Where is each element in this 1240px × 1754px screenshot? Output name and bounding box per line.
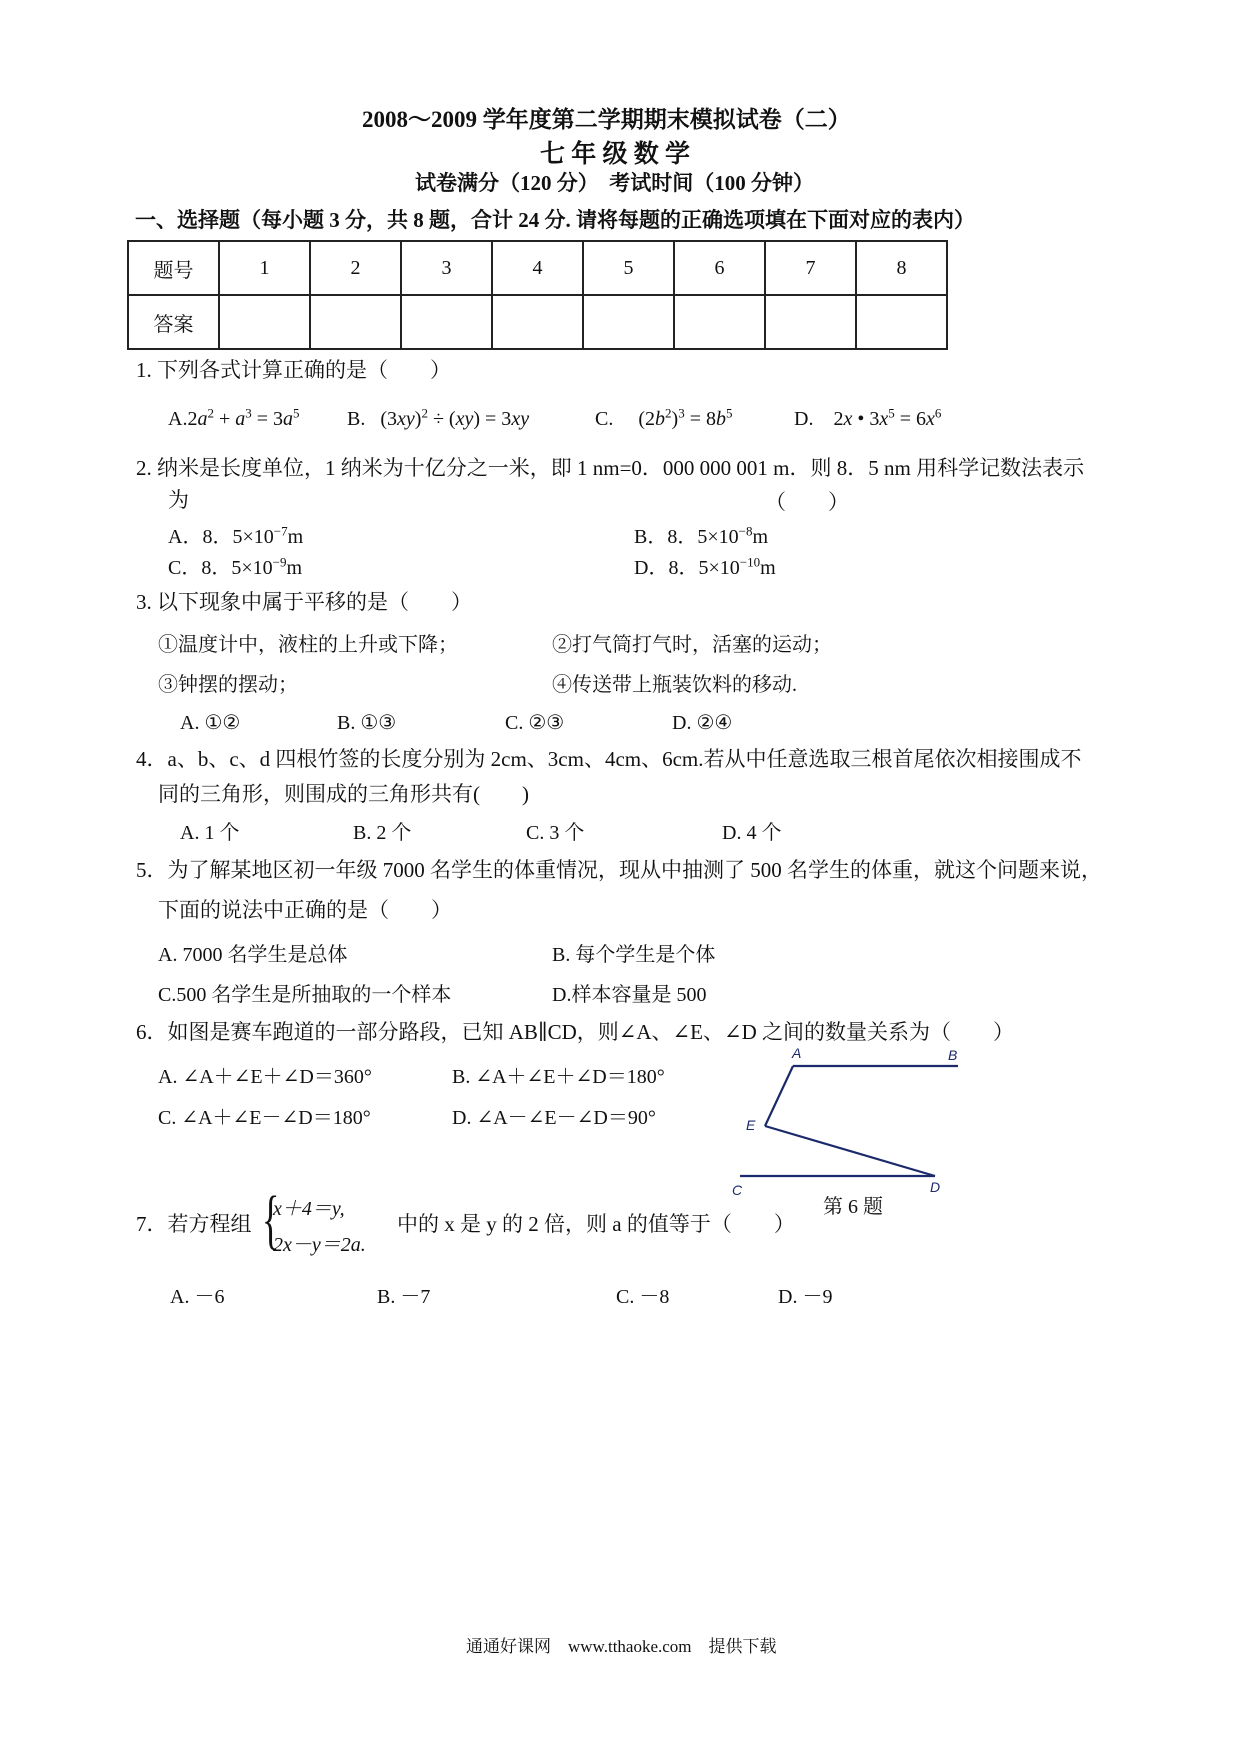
q7-option-a: A. －6 — [170, 1286, 225, 1308]
answer-cell[interactable] — [674, 295, 765, 349]
answer-cell[interactable] — [765, 295, 856, 349]
q4-stem-line2: 同的三角形，则围成的三角形共有( ) — [158, 782, 529, 806]
table-cell-number: 8 — [856, 241, 947, 295]
q7-system-brace: { — [262, 1183, 280, 1256]
q4-option-c: C. 3 个 — [526, 822, 585, 844]
q2-answer-paren: （ ） — [765, 490, 849, 514]
q2-option-d-unit: m — [760, 557, 776, 579]
table-row-label: 题号 — [128, 241, 219, 295]
q1-option-b-formula: $(3xy)^2 \div (xy) = 3xy$ — [370, 405, 530, 430]
q7-stem-suffix: 中的 x 是 y 的 2 倍，则 a 的值等于（ ） — [397, 1212, 795, 1236]
q3-stem: 3. 以下现象中属于平移的是（ ） — [136, 590, 472, 614]
q1-stem: 1. 下列各式计算正确的是（ ） — [136, 358, 451, 382]
q6-option-c: C. ∠A＋∠E－∠D＝180° — [158, 1107, 371, 1129]
q3-option-c: C. ②③ — [505, 712, 565, 734]
q4-option-b: B. 2 个 — [353, 822, 412, 844]
answer-table — [127, 240, 948, 350]
q3-item-4: ④传送带上瓶装饮料的移动. — [552, 674, 797, 696]
table-cell-number: 6 — [674, 241, 765, 295]
q4-stem-line1: 4．a、b、c、d 四根竹签的长度分别为 2cm、3cm、4cm、6cm.若从中任意选取三根首尾依次相接围成不 — [136, 747, 1082, 771]
q3-option-b: B. ①③ — [337, 712, 397, 734]
q7-option-d: D. －9 — [778, 1286, 833, 1308]
q5-stem-line1: 5．为了解某地区初一年级 7000 名学生的体重情况，现从中抽测了 500 名学生的体重，就这个问题来说， — [136, 858, 1102, 882]
table-row — [128, 241, 947, 295]
q2-option-b-base: B．8．5×10 — [634, 526, 739, 548]
q1-option-d-formula: 2x • $3x^5 = 6x^6$ — [818, 405, 942, 430]
q2-option-a-base: A．8．5×10 — [168, 526, 274, 548]
q3-item-3: ③钟摆的摆动； — [158, 674, 298, 696]
q2-stem-line2: 为 — [168, 488, 189, 512]
label-b: B — [948, 1047, 958, 1063]
q1-option-a — [168, 405, 300, 431]
q7-equation-2: 2x－y＝2a. — [273, 1234, 366, 1256]
exam-info: 试卷满分（120 分） 考试时间（100 分钟） — [415, 171, 814, 195]
section-heading: 一、选择题（每小题 3 分，共 8 题，合计 24 分. 请将每题的正确选项填在下面对应的表内） — [135, 208, 975, 232]
q3-item-1: ①温度计中，液柱的上升或下降； — [158, 634, 458, 656]
q5-option-d: D.样本容量是 500 — [552, 984, 707, 1006]
q5-stem-line2: 下面的说法中正确的是（ ） — [158, 898, 452, 922]
answer-cell[interactable] — [219, 295, 310, 349]
q2-option-a — [168, 520, 303, 549]
q1-option-b — [347, 405, 530, 431]
q5-option-b: B. 每个学生是个体 — [552, 944, 716, 966]
label-e: E — [746, 1117, 756, 1133]
q2-option-c — [168, 551, 302, 580]
q7-stem-prefix: 7．若方程组 — [136, 1212, 252, 1236]
table-cell-number: 4 — [492, 241, 583, 295]
label-a: A — [792, 1045, 802, 1061]
table-cell-number: 1 — [219, 241, 310, 295]
segment-ed — [765, 1126, 935, 1176]
q6-stem: 6．如图是赛车跑道的一部分路段，已知 AB∥CD，则∠A、∠E、∠D 之间的数量关系为（ ） — [136, 1020, 1014, 1044]
q2-option-c-unit: m — [286, 557, 303, 579]
q1-option-c-label: C. — [595, 408, 614, 430]
segment-ae — [765, 1066, 793, 1126]
q2-option-d-base: D．8．5×10 — [634, 557, 740, 579]
table-row-label: 答案 — [128, 295, 219, 349]
q7-option-c: C. －8 — [616, 1286, 670, 1308]
q2-option-d — [634, 551, 776, 580]
q1-option-d — [794, 405, 942, 431]
q1-option-d-label: D. — [794, 408, 814, 430]
q2-option-b — [634, 520, 768, 549]
q4-option-a: A. 1 个 — [180, 822, 240, 844]
q3-option-d: D. ②④ — [672, 712, 733, 734]
exam-title: 2008～2009 学年度第二学期期末模拟试卷（二） — [362, 107, 851, 132]
q6-option-a: A. ∠A＋∠E＋∠D＝360° — [158, 1066, 372, 1088]
answer-cell[interactable] — [856, 295, 947, 349]
page-footer: 通通好课网 www.tthaoke.com 提供下载 — [466, 1637, 777, 1656]
label-c: C — [732, 1182, 743, 1198]
q2-option-c-exp: −9 — [272, 554, 287, 570]
q6-figure-caption: 第 6 题 — [823, 1196, 883, 1218]
table-cell-number: 3 — [401, 241, 492, 295]
answer-cell[interactable] — [401, 295, 492, 349]
q2-option-d-exp: −10 — [739, 554, 761, 570]
q1-option-a-formula: $2a^2 + a^3 = 3a^5$ — [187, 405, 300, 430]
answer-cell[interactable] — [583, 295, 674, 349]
answer-cell[interactable] — [492, 295, 583, 349]
q7-option-b: B. －7 — [377, 1286, 431, 1308]
label-d: D — [930, 1179, 941, 1195]
q2-option-a-unit: m — [287, 526, 304, 548]
table-cell-number: 5 — [583, 241, 674, 295]
q7-equation-1: x＋4＝y, — [273, 1198, 345, 1220]
exam-subtitle: 七 年 级 数 学 — [540, 141, 691, 168]
table-cell-number: 2 — [310, 241, 401, 295]
q2-option-c-base: C．8．5×10 — [168, 557, 273, 579]
table-cell-number: 7 — [765, 241, 856, 295]
q3-option-a: A. ①② — [180, 712, 241, 734]
q6-figure — [720, 1040, 960, 1200]
q6-option-b: B. ∠A＋∠E＋∠D＝180° — [452, 1066, 665, 1088]
table-row — [128, 295, 947, 349]
q1-option-a-label: A. — [168, 408, 188, 430]
q2-option-a-exp: −7 — [273, 523, 288, 539]
q6-option-d: D. ∠A－∠E－∠D＝90° — [452, 1107, 656, 1129]
q2-option-b-exp: −8 — [738, 523, 753, 539]
q4-option-d: D. 4 个 — [722, 822, 782, 844]
q5-option-c: C.500 名学生是所抽取的一个样本 — [158, 984, 452, 1006]
answer-cell[interactable] — [310, 295, 401, 349]
q2-option-b-unit: m — [752, 526, 769, 548]
q1-option-b-label: B. — [347, 408, 366, 430]
q3-item-2: ②打气筒打气时，活塞的运动； — [552, 634, 832, 656]
q2-stem-line1: 2. 纳米是长度单位，1 纳米为十亿分之一米，即 1 nm=0．000 000 001 m．则 8．5 nm 用科学记数法表示 — [136, 456, 1085, 480]
q1-option-c-formula: $(2b^2)^3 = 8b^5$ — [618, 405, 733, 430]
q5-option-a: A. 7000 名学生是总体 — [158, 944, 348, 966]
q1-option-c — [595, 405, 733, 431]
